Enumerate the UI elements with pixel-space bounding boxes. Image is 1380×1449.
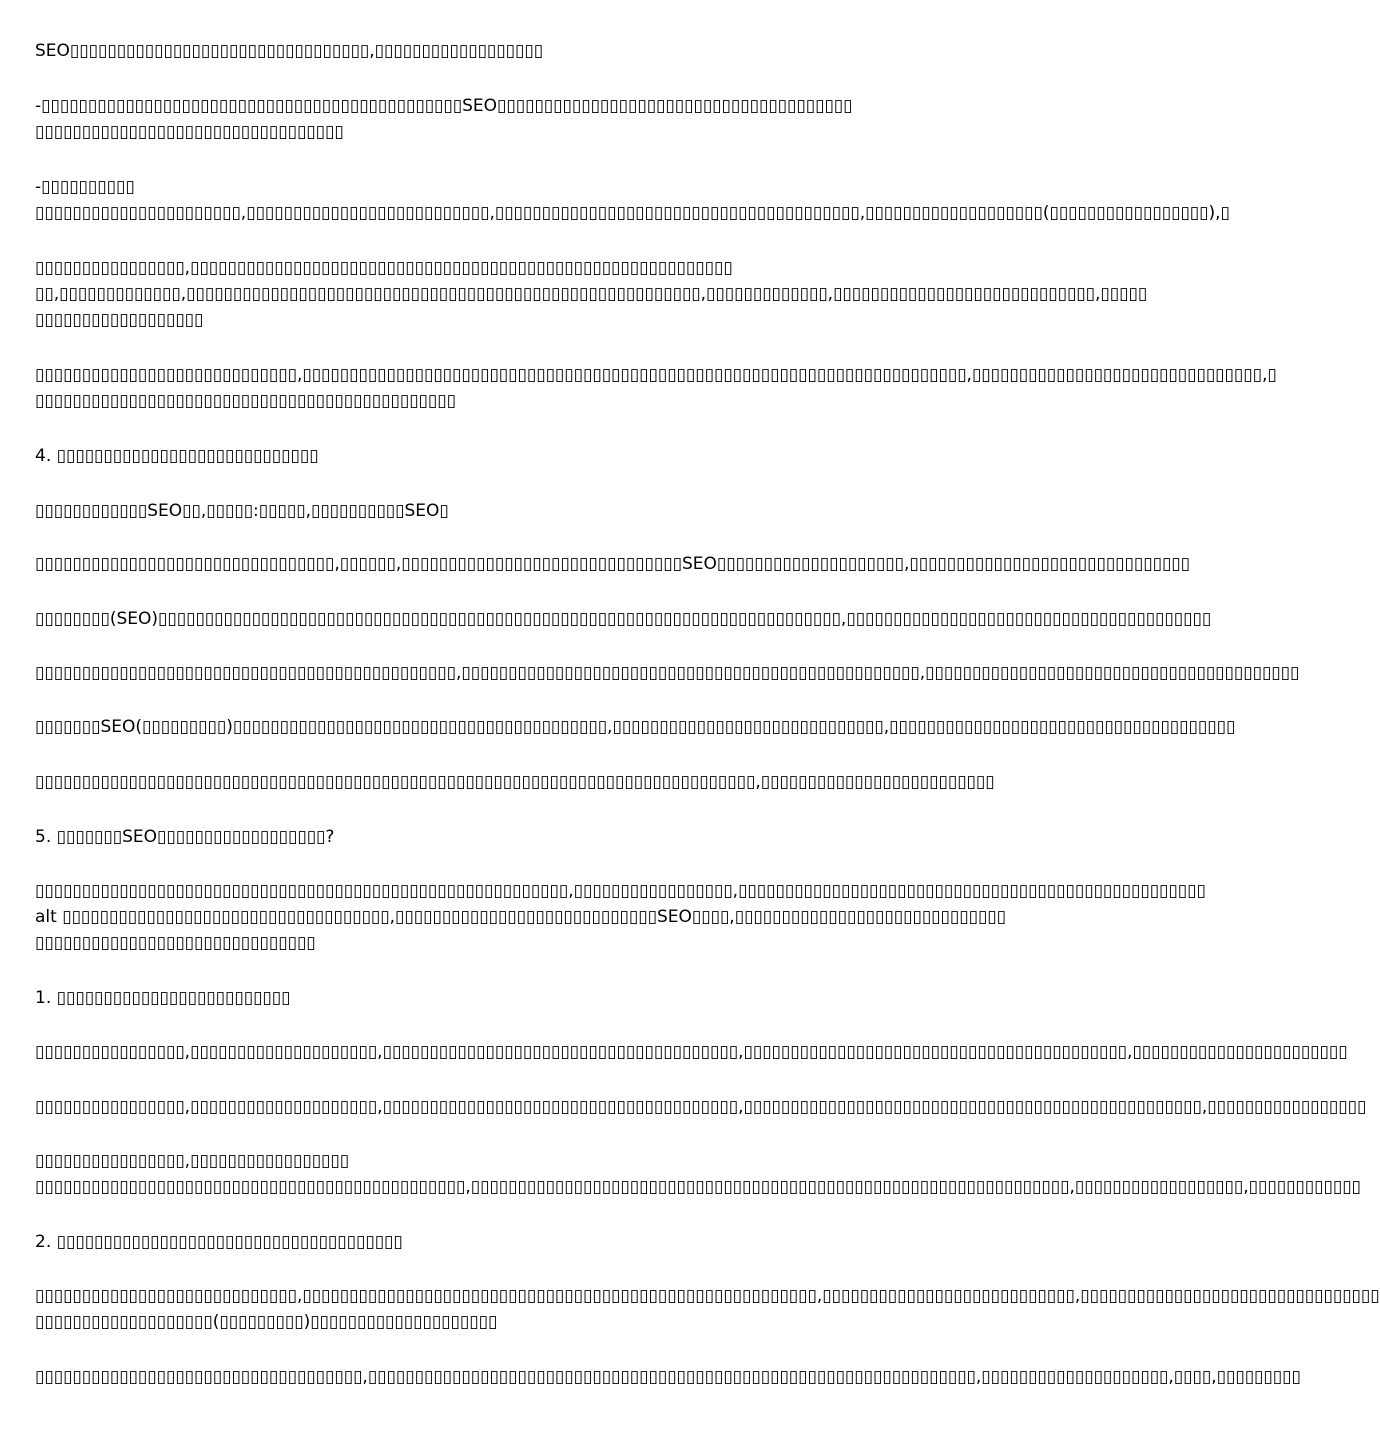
text-line: ▯▯▯▯▯▯▯▯▯▯▯▯▯▯▯▯,▯▯▯▯▯▯▯▯▯▯▯▯▯▯▯▯▯▯▯▯▯▯▯▯▯▯▯▯▯▯▯▯▯▯▯▯▯▯▯▯▯▯▯▯▯▯▯▯▯▯▯▯▯▯▯▯▯▯ xyxy=(35,258,733,278)
text-line: ▯▯▯▯▯▯▯SEO(▯▯▯▯▯▯▯▯▯)▯▯▯▯▯▯▯▯▯▯▯▯▯▯▯▯▯▯▯▯▯▯▯▯▯▯▯▯▯▯▯▯▯▯▯▯▯▯▯▯,▯▯▯▯▯▯▯▯▯▯▯▯▯▯▯▯▯▯▯▯▯▯▯▯▯▯▯▯▯,▯▯▯▯▯▯▯▯▯▯▯▯▯▯▯▯▯▯▯▯▯▯▯▯▯▯▯▯▯▯▯▯▯▯▯▯▯ xyxy=(35,717,1236,737)
text-line: ▯▯▯▯▯▯▯▯▯▯▯▯▯▯▯▯▯▯▯▯▯▯▯▯▯▯▯▯,▯▯▯▯▯▯▯▯▯▯▯▯▯▯▯▯▯▯▯▯▯▯▯▯▯▯▯▯▯▯▯▯▯▯▯▯▯▯▯▯▯▯▯▯▯▯▯▯▯▯▯▯▯▯▯,▯▯▯▯▯▯▯▯▯▯▯▯▯▯▯▯▯▯▯▯▯▯▯▯▯▯▯,▯▯▯▯▯▯▯▯▯▯▯▯▯▯▯▯▯▯▯▯▯▯▯▯▯▯▯▯▯▯▯▯ xyxy=(35,1286,1380,1306)
paragraph xyxy=(35,1148,1361,1200)
paragraph xyxy=(35,824,990,850)
paragraph xyxy=(35,1094,1367,1120)
text-line: alt ▯▯▯▯▯▯▯▯▯▯▯▯▯▯▯▯▯▯▯▯▯▯▯▯▯▯▯▯▯▯▯▯▯▯▯,▯▯▯▯▯▯▯▯▯▯▯▯▯▯▯▯▯▯▯▯▯▯▯▯▯▯▯▯SEO▯▯▯▯,▯▯▯▯▯▯▯▯▯▯▯▯▯▯▯▯▯▯▯▯▯▯▯▯▯▯▯▯▯ xyxy=(35,907,1007,927)
paragraph xyxy=(35,606,1212,632)
paragraph xyxy=(35,878,1206,956)
text-line: ▯▯▯▯▯▯▯▯▯▯▯▯▯▯▯▯▯▯▯▯▯▯▯▯▯▯▯▯▯▯▯▯▯ xyxy=(35,122,344,142)
paragraph xyxy=(35,362,1277,414)
paragraph xyxy=(35,551,1191,577)
text-line: ▯▯▯▯▯▯▯▯▯▯▯▯▯▯▯▯,▯▯▯▯▯▯▯▯▯▯▯▯▯▯▯▯▯▯▯▯,▯▯▯▯▯▯▯▯▯▯▯▯▯▯▯▯▯▯▯▯▯▯▯▯▯▯▯▯▯▯▯▯▯▯▯▯▯▯,▯▯▯▯▯▯▯▯▯▯▯▯▯▯▯▯▯▯▯▯▯▯▯▯▯▯▯▯▯▯▯▯▯▯▯▯▯▯▯▯▯▯▯▯▯▯▯▯▯,▯▯▯▯▯▯▯▯▯▯▯▯▯▯▯▯▯ xyxy=(35,1097,1367,1117)
text-line: SEO▯▯▯▯▯▯▯▯▯▯▯▯▯▯▯▯▯▯▯▯▯▯▯▯▯▯▯▯▯▯▯▯,▯▯▯▯▯▯▯▯▯▯▯▯▯▯▯▯▯▯ xyxy=(35,41,544,61)
text-line: 2. ▯▯▯▯▯▯▯▯▯▯▯▯▯▯▯▯▯▯▯▯▯▯▯▯▯▯▯▯▯▯▯▯▯▯▯▯▯ xyxy=(35,1232,403,1252)
text-line: ▯▯▯▯▯▯▯▯▯▯▯▯SEO▯▯,▯▯▯▯▯:▯▯▯▯▯,▯▯▯▯▯▯▯▯▯▯SEO▯ xyxy=(35,501,449,521)
text-line: ▯▯▯▯▯▯▯▯▯▯▯▯▯▯▯▯▯▯▯▯▯▯▯▯▯▯▯▯▯▯ xyxy=(35,933,316,953)
text-line: ▯▯▯▯▯▯▯▯▯▯▯▯▯▯▯▯▯▯▯▯▯▯▯▯▯▯▯▯▯▯▯▯▯▯▯▯▯▯▯▯▯▯▯▯▯▯▯▯▯▯▯▯▯▯▯▯▯,▯▯▯▯▯▯▯▯▯▯▯▯▯▯▯▯▯,▯▯▯▯▯▯▯▯▯▯▯▯▯▯▯▯▯▯▯▯▯▯▯▯▯▯▯▯▯▯▯▯▯▯▯▯▯▯▯▯▯▯▯▯▯▯▯▯▯▯ xyxy=(35,881,1206,901)
text-line: ▯▯▯▯▯▯▯▯▯▯▯▯▯▯▯▯,▯▯▯▯▯▯▯▯▯▯▯▯▯▯▯▯▯▯▯▯,▯▯▯▯▯▯▯▯▯▯▯▯▯▯▯▯▯▯▯▯▯▯▯▯▯▯▯▯▯▯▯▯▯▯▯▯▯▯,▯▯▯▯▯▯▯▯▯▯▯▯▯▯▯▯▯▯▯▯▯▯▯▯▯▯▯▯▯▯▯▯▯▯▯▯▯▯▯▯▯,▯▯▯▯▯▯▯▯▯▯▯▯▯▯▯▯▯▯▯▯▯▯▯ xyxy=(35,1042,1348,1062)
text-line: ▯▯▯▯▯▯▯▯▯▯▯▯▯▯▯▯▯▯▯▯▯▯,▯▯▯▯▯▯▯▯▯▯▯▯▯▯▯▯▯▯▯▯▯▯▯▯▯▯,▯▯▯▯▯▯▯▯▯▯▯▯▯▯▯▯▯▯▯▯▯▯▯▯▯▯▯▯▯▯▯▯▯▯▯▯▯▯▯,▯▯▯▯▯▯▯▯▯▯▯▯▯▯▯▯▯▯▯(▯▯▯▯▯▯▯▯▯▯▯▯▯▯▯▯▯),▯ xyxy=(35,203,1230,223)
text-line: ▯▯▯▯▯▯▯▯▯▯▯▯▯▯▯▯▯▯▯(▯▯▯▯▯▯▯▯▯)▯▯▯▯▯▯▯▯▯▯▯▯▯▯▯▯▯▯▯▯ xyxy=(35,1312,498,1332)
document-page xyxy=(35,0,1380,1449)
text-line: ▯▯▯▯▯▯▯▯▯▯▯▯▯▯▯▯▯▯ xyxy=(35,310,204,330)
paragraph xyxy=(35,1229,990,1255)
text-line: ▯▯▯▯▯▯▯▯▯▯▯▯▯▯▯▯▯▯▯▯▯▯▯▯▯▯▯▯▯▯▯▯▯▯▯▯▯▯▯▯▯▯▯▯▯,▯▯▯▯▯▯▯▯▯▯▯▯▯▯▯▯▯▯▯▯▯▯▯▯▯▯▯▯▯▯▯▯▯▯▯▯▯▯▯▯▯▯▯▯▯▯▯▯▯,▯▯▯▯▯▯▯▯▯▯▯▯▯▯▯▯▯▯▯▯▯▯▯▯▯▯▯▯▯▯▯▯▯▯▯▯▯▯▯▯ xyxy=(35,663,1300,683)
paragraph xyxy=(35,174,1230,226)
paragraph xyxy=(35,443,990,469)
text-line: ▯▯▯▯▯▯▯▯(SEO)▯▯▯▯▯▯▯▯▯▯▯▯▯▯▯▯▯▯▯▯▯▯▯▯▯▯▯▯▯▯▯▯▯▯▯▯▯▯▯▯▯▯▯▯▯▯▯▯▯▯▯▯▯▯▯▯▯▯▯▯▯▯▯▯▯▯▯▯▯▯▯▯▯,▯▯▯▯▯▯▯▯▯▯▯▯▯▯▯▯▯▯▯▯▯▯▯▯▯▯▯▯▯▯▯▯▯▯▯▯▯▯▯ xyxy=(35,609,1212,629)
text-line: ▯▯▯▯▯▯▯▯▯▯▯▯▯▯▯▯▯▯▯▯▯▯▯▯▯▯▯▯▯▯▯▯▯▯▯▯▯▯▯▯▯▯▯▯▯▯▯▯▯▯▯▯▯▯▯▯▯▯▯▯▯▯▯▯▯▯▯▯▯▯▯▯▯▯▯▯▯,▯▯▯▯▯▯▯▯▯▯▯▯▯▯▯▯▯▯▯▯▯▯▯▯▯ xyxy=(35,772,995,792)
text-line: 1. ▯▯▯▯▯▯▯▯▯▯▯▯▯▯▯▯▯▯▯▯▯▯▯▯▯ xyxy=(35,988,291,1008)
paragraph xyxy=(35,769,995,795)
paragraph xyxy=(35,1039,1348,1065)
text-line: -▯▯▯▯▯▯▯▯▯▯ xyxy=(35,177,135,197)
paragraph xyxy=(35,660,1300,686)
paragraph xyxy=(35,985,990,1011)
paragraph xyxy=(35,714,1236,740)
text-line: -▯▯▯▯▯▯▯▯▯▯▯▯▯▯▯▯▯▯▯▯▯▯▯▯▯▯▯▯▯▯▯▯▯▯▯▯▯▯▯▯▯▯▯▯▯SEO▯▯▯▯▯▯▯▯▯▯▯▯▯▯▯▯▯▯▯▯▯▯▯▯▯▯▯▯▯▯▯▯▯▯▯▯▯▯ xyxy=(35,96,853,116)
paragraph xyxy=(35,1364,1301,1390)
text-line: ▯▯,▯▯▯▯▯▯▯▯▯▯▯▯▯,▯▯▯▯▯▯▯▯▯▯▯▯▯▯▯▯▯▯▯▯▯▯▯▯▯▯▯▯▯▯▯▯▯▯▯▯▯▯▯▯▯▯▯▯▯▯▯▯▯▯▯▯▯▯▯,▯▯▯▯▯▯▯▯▯▯▯▯▯,▯▯▯▯▯▯▯▯▯▯▯▯▯▯▯▯▯▯▯▯▯▯▯▯▯▯▯▯,▯▯▯▯▯ xyxy=(35,284,1148,304)
text-line: ▯▯▯▯▯▯▯▯▯▯▯▯▯▯▯▯▯▯▯▯▯▯▯▯▯▯▯▯▯▯▯▯▯▯▯,▯▯▯▯▯▯▯▯▯▯▯▯▯▯▯▯▯▯▯▯▯▯▯▯▯▯▯▯▯▯▯▯▯▯▯▯▯▯▯▯▯▯▯▯▯▯▯▯▯▯▯▯▯▯▯▯▯▯▯▯▯▯▯▯▯,▯▯▯▯▯▯▯▯▯▯▯▯▯▯▯▯▯▯▯▯,▯▯▯▯,▯▯▯▯▯▯▯▯▯ xyxy=(35,1367,1301,1387)
paragraph xyxy=(35,498,990,524)
paragraph xyxy=(35,255,1148,333)
text-line: ▯▯▯▯▯▯▯▯▯▯▯▯▯▯▯▯▯▯▯▯▯▯▯▯▯▯▯▯▯▯▯▯▯▯▯▯▯▯▯▯▯▯▯▯▯▯,▯▯▯▯▯▯▯▯▯▯▯▯▯▯▯▯▯▯▯▯▯▯▯▯▯▯▯▯▯▯▯▯▯▯▯▯▯▯▯▯▯▯▯▯▯▯▯▯▯▯▯▯▯▯▯▯▯▯▯▯▯▯▯▯,▯▯▯▯▯▯▯▯▯▯▯▯▯▯▯▯▯▯,▯▯▯▯▯▯▯▯▯▯▯▯ xyxy=(35,1177,1361,1197)
text-line: ▯▯▯▯▯▯▯▯▯▯▯▯▯▯▯▯▯▯▯▯▯▯▯▯▯▯▯▯▯▯▯▯,▯▯▯▯▯▯,▯▯▯▯▯▯▯▯▯▯▯▯▯▯▯▯▯▯▯▯▯▯▯▯▯▯▯▯▯▯SEO▯▯▯▯▯▯▯▯▯▯▯▯▯▯▯▯▯▯▯▯,▯▯▯▯▯▯▯▯▯▯▯▯▯▯▯▯▯▯▯▯▯▯▯▯▯▯▯▯▯▯ xyxy=(35,554,1191,574)
paragraph xyxy=(35,38,990,64)
paragraph xyxy=(35,1283,1380,1335)
text-line: ▯▯▯▯▯▯▯▯▯▯▯▯▯▯▯▯▯▯▯▯▯▯▯▯▯▯▯▯,▯▯▯▯▯▯▯▯▯▯▯▯▯▯▯▯▯▯▯▯▯▯▯▯▯▯▯▯▯▯▯▯▯▯▯▯▯▯▯▯▯▯▯▯▯▯▯▯▯▯▯▯▯▯▯▯▯▯▯▯▯▯▯▯▯▯▯▯▯▯▯,▯▯▯▯▯▯▯▯▯▯▯▯▯▯▯▯▯▯▯▯▯▯▯▯▯▯▯▯▯▯▯,▯ xyxy=(35,365,1277,385)
text-line: 5. ▯▯▯▯▯▯▯SEO▯▯▯▯▯▯▯▯▯▯▯▯▯▯▯▯▯▯? xyxy=(35,827,335,847)
text-line: 4. ▯▯▯▯▯▯▯▯▯▯▯▯▯▯▯▯▯▯▯▯▯▯▯▯▯▯▯▯ xyxy=(35,446,319,466)
paragraph xyxy=(35,93,990,145)
text-line: ▯▯▯▯▯▯▯▯▯▯▯▯▯▯▯▯▯▯▯▯▯▯▯▯▯▯▯▯▯▯▯▯▯▯▯▯▯▯▯▯▯▯▯▯▯ xyxy=(35,391,456,411)
text-line: ▯▯▯▯▯▯▯▯▯▯▯▯▯▯▯▯,▯▯▯▯▯▯▯▯▯▯▯▯▯▯▯▯▯ xyxy=(35,1151,350,1171)
